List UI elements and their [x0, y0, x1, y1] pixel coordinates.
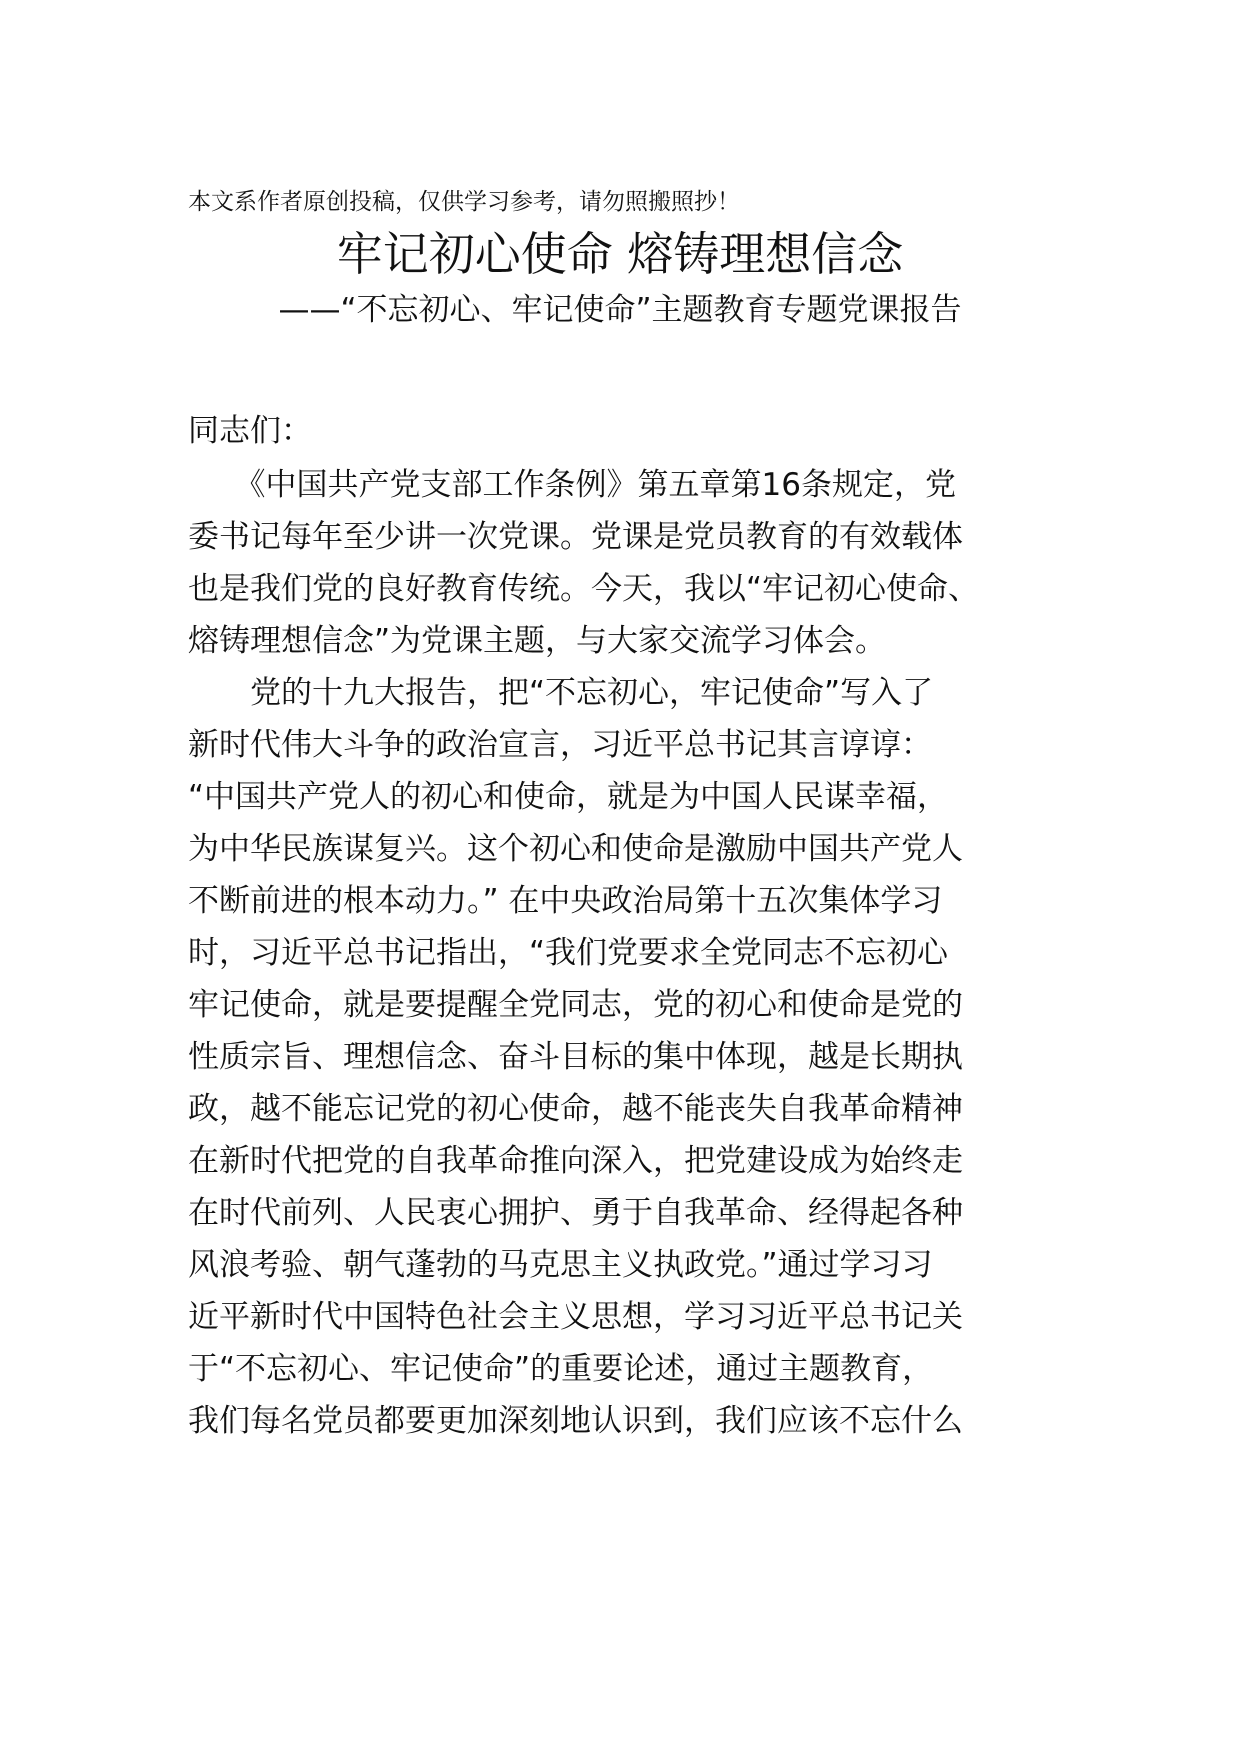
body-line: 不断前进的根本动力。” 在中央政治局第十五次集体学习	[188, 883, 943, 919]
document-title: 牢记初心使命 熔铸理想信念	[336, 227, 904, 281]
body-line: 于“不忘初心、牢记使命”的重要论述，通过主题教育，	[188, 1351, 934, 1387]
document-subtitle: ——“不忘初心、牢记使命”主题教育专题党课报告	[278, 292, 962, 328]
body-line: 政，越不能忘记党的初心使命，越不能丧失自我革命精神	[188, 1091, 963, 1127]
copyright-notice: 本文系作者原创投稿，仅供学习参考，请勿照搬照抄！	[188, 189, 740, 215]
body-line: 在新时代把党的自我革命推向深入，把党建设成为始终走	[188, 1143, 963, 1179]
body-line: 《中国共产党支部工作条例》第五章第16条规定，党	[188, 467, 956, 503]
body-line: “中国共产党人的初心和使命，就是为中国人民谋幸福，	[188, 779, 949, 815]
body-line: 牢记使命，就是要提醒全党同志，党的初心和使命是党的	[188, 987, 963, 1023]
salutation: 同志们：	[188, 413, 312, 449]
body-line: 新时代伟大斗争的政治宣言，习近平总书记其言谆谆：	[188, 727, 932, 763]
body-line: 党的十九大报告，把“不忘初心，牢记使命”写入了	[188, 675, 934, 711]
body-line: 性质宗旨、理想信念、奋斗目标的集中体现，越是长期执	[188, 1039, 963, 1075]
body-line: 熔铸理想信念”为党课主题，与大家交流学习体会。	[188, 623, 887, 659]
body-line: 近平新时代中国特色社会主义思想，学习习近平总书记关	[188, 1299, 963, 1335]
body-line: 在时代前列、人民衷心拥护、勇于自我革命、经得起各种	[188, 1195, 963, 1231]
body-line: 时，习近平总书记指出，“我们党要求全党同志不忘初心	[188, 935, 949, 971]
body-line: 为中华民族谋复兴。这个初心和使命是激励中国共产党人	[188, 831, 963, 867]
body-line: 我们每名党员都要更加深刻地认识到，我们应该不忘什么	[188, 1403, 963, 1439]
body-line: 也是我们党的良好教育传统。今天，我以“牢记初心使命、	[188, 571, 980, 607]
body-line: 风浪考验、朝气蓬勃的马克思主义执政党。”通过学习习	[188, 1247, 933, 1283]
body-line: 委书记每年至少讲一次党课。党课是党员教育的有效载体	[188, 519, 963, 555]
